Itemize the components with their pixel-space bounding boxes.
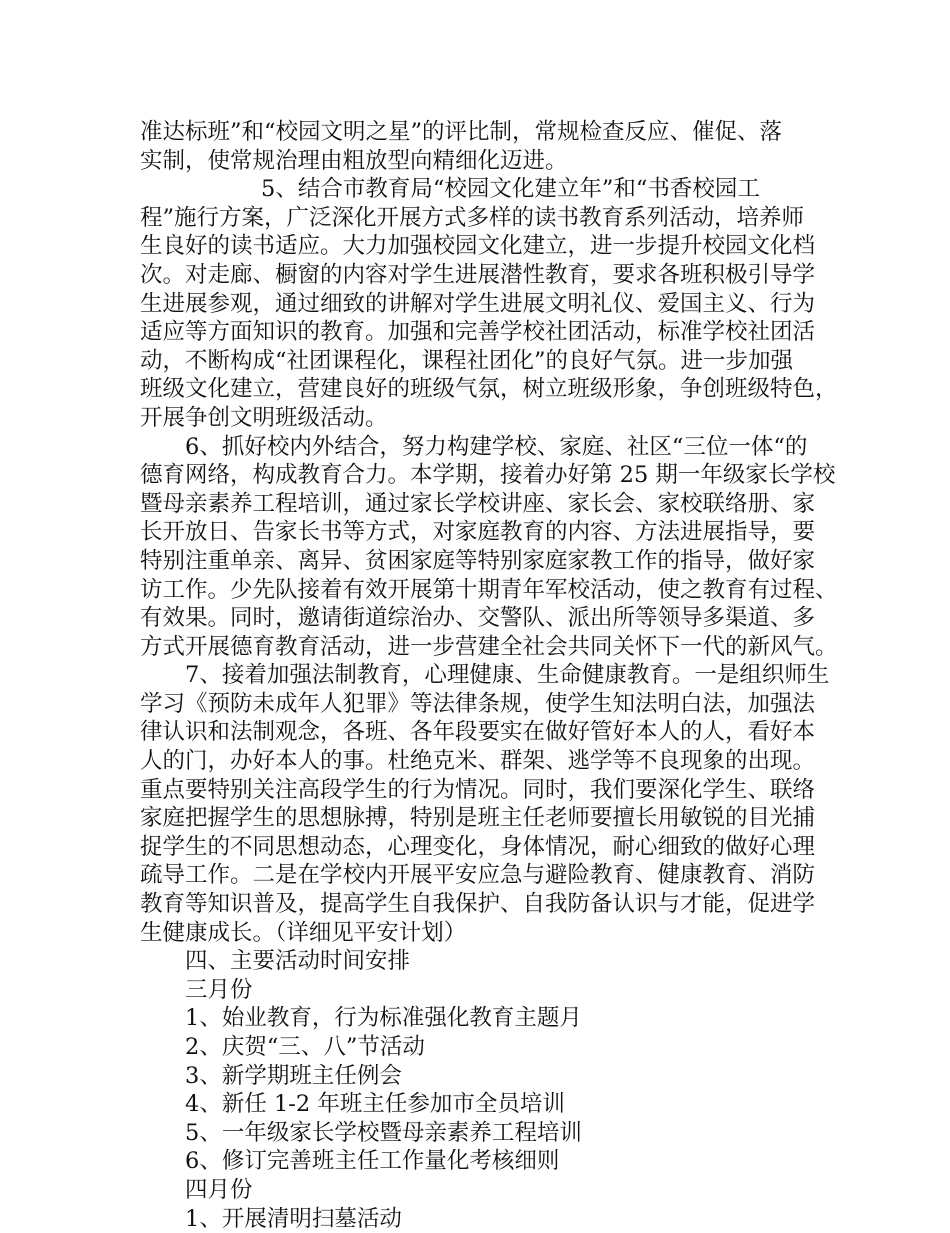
text-line: 动，不断构成“社团课程化，课程社团化”的良好气氛。进一步加强 [140,347,794,374]
text-line: 暨母亲素养工程培训，通过家长学校讲座、家长会、家校联络册、家 [140,490,816,517]
text-line: 教育等知识普及，提高学生自我保护、自我防备认识与才能，促进学 [140,891,816,918]
text-line: 四月份 [185,1176,253,1203]
text-line: 特别注重单亲、离异、贫困家庭等特别家庭家教工作的指导，做好家 [140,547,816,574]
text-line: 方式开展德育教育活动，进一步营建全社会共同关怀下一代的新风气。 [140,633,838,660]
text-line: 适应等方面知识的教育。加强和完善学校社团活动，标准学校社团活 [140,319,816,346]
text-line: 四、主要活动时间安排 [185,948,411,975]
text-line: 三月份 [185,976,253,1003]
text-line: 班级文化建立，营建良好的班级气氛，树立班级形象，争创班级特色， [140,376,838,403]
text-line: 捉学生的不同思想动态，心理变化，身体情况，耐心细致的做好心理 [140,833,816,860]
text-line: 人的门，办好本人的事。杜绝克米、群架、逃学等不良现象的出现。 [140,748,816,775]
text-line: 疏导工作。二是在学校内开展平安应急与避险教育、健康教育、消防 [140,862,816,889]
text-line: 生良好的读书适应。大力加强校园文化建立，进一步提升校园文化档 [140,233,816,260]
text-line: 5、结合市教育局“校园文化建立年”和“书香校园工 [261,176,760,203]
text-line: 重点要特别关注高段学生的行为情况。同时，我们要深化学生、联络 [140,776,816,803]
text-line: 访工作。少先队接着有效开展第十期青年军校活动，使之教育有过程、 [140,576,838,603]
text-line: 生进展参观，通过细致的讲解对学生进展文明礼仪、爱国主义、行为 [140,290,816,317]
text-line: 德育网络，构成教育合力。本学期，接着办好第 25 期一年级家长学校 [140,462,836,489]
text-line: 实制，使常规治理由粗放型向精细化迈进。 [140,147,568,174]
text-line: 6、修订完善班主任工作量化考核细则 [185,1148,560,1175]
text-line: 长开放日、告家长书等方式，对家庭教育的内容、方法进展指导，要 [140,519,816,546]
text-line: 准达标班”和“校园文明之星”的评比制，常规检查反应、催促、落 [140,119,783,145]
document-page [140,118,840,1233]
text-line: 有效果。同时，邀请街道综治办、交警队、派出所等领导多渠道、多 [140,605,816,632]
text-line: 学习《预防未成年人犯罪》等法律条规，使学生知法明白法，加强法 [140,690,816,717]
text-line: 2、庆贺“三、八”节活动 [185,1034,425,1060]
text-line: 家庭把握学生的思想脉搏，特别是班主任老师要擅长用敏锐的目光捕 [140,805,816,832]
text-line: 3、新学期班主任例会 [185,1062,402,1089]
text-line: 1、开展清明扫墓活动 [185,1205,402,1232]
text-line: 开展争创文明班级活动。 [140,404,388,431]
text-line: 生健康成长。（详细见平安计划） [140,919,467,946]
text-line: 1、始业教育，行为标准强化教育主题月 [185,1005,582,1032]
text-line: 7、接着加强法制教育，心理健康、生命健康教育。一是组织师生 [185,662,830,689]
text-line: 次。对走廊、橱窗的内容对学生进展潜性教育，要求各班积极引导学 [140,261,816,288]
text-line: 6、抓好校内外结合，努力构建学校、家庭、社区“三位一体“的 [185,433,808,460]
text-line: 律认识和法制观念，各班、各年段要实在做好管好本人的人，看好本 [140,719,816,746]
text-line: 程”施行方案，广泛深化开展方式多样的读书教育系列活动，培养师 [140,204,805,231]
text-line: 5、一年级家长学校暨母亲素养工程培训 [185,1119,582,1146]
text-line: 4、新任 1-2 年班主任参加市全员培训 [185,1091,565,1118]
